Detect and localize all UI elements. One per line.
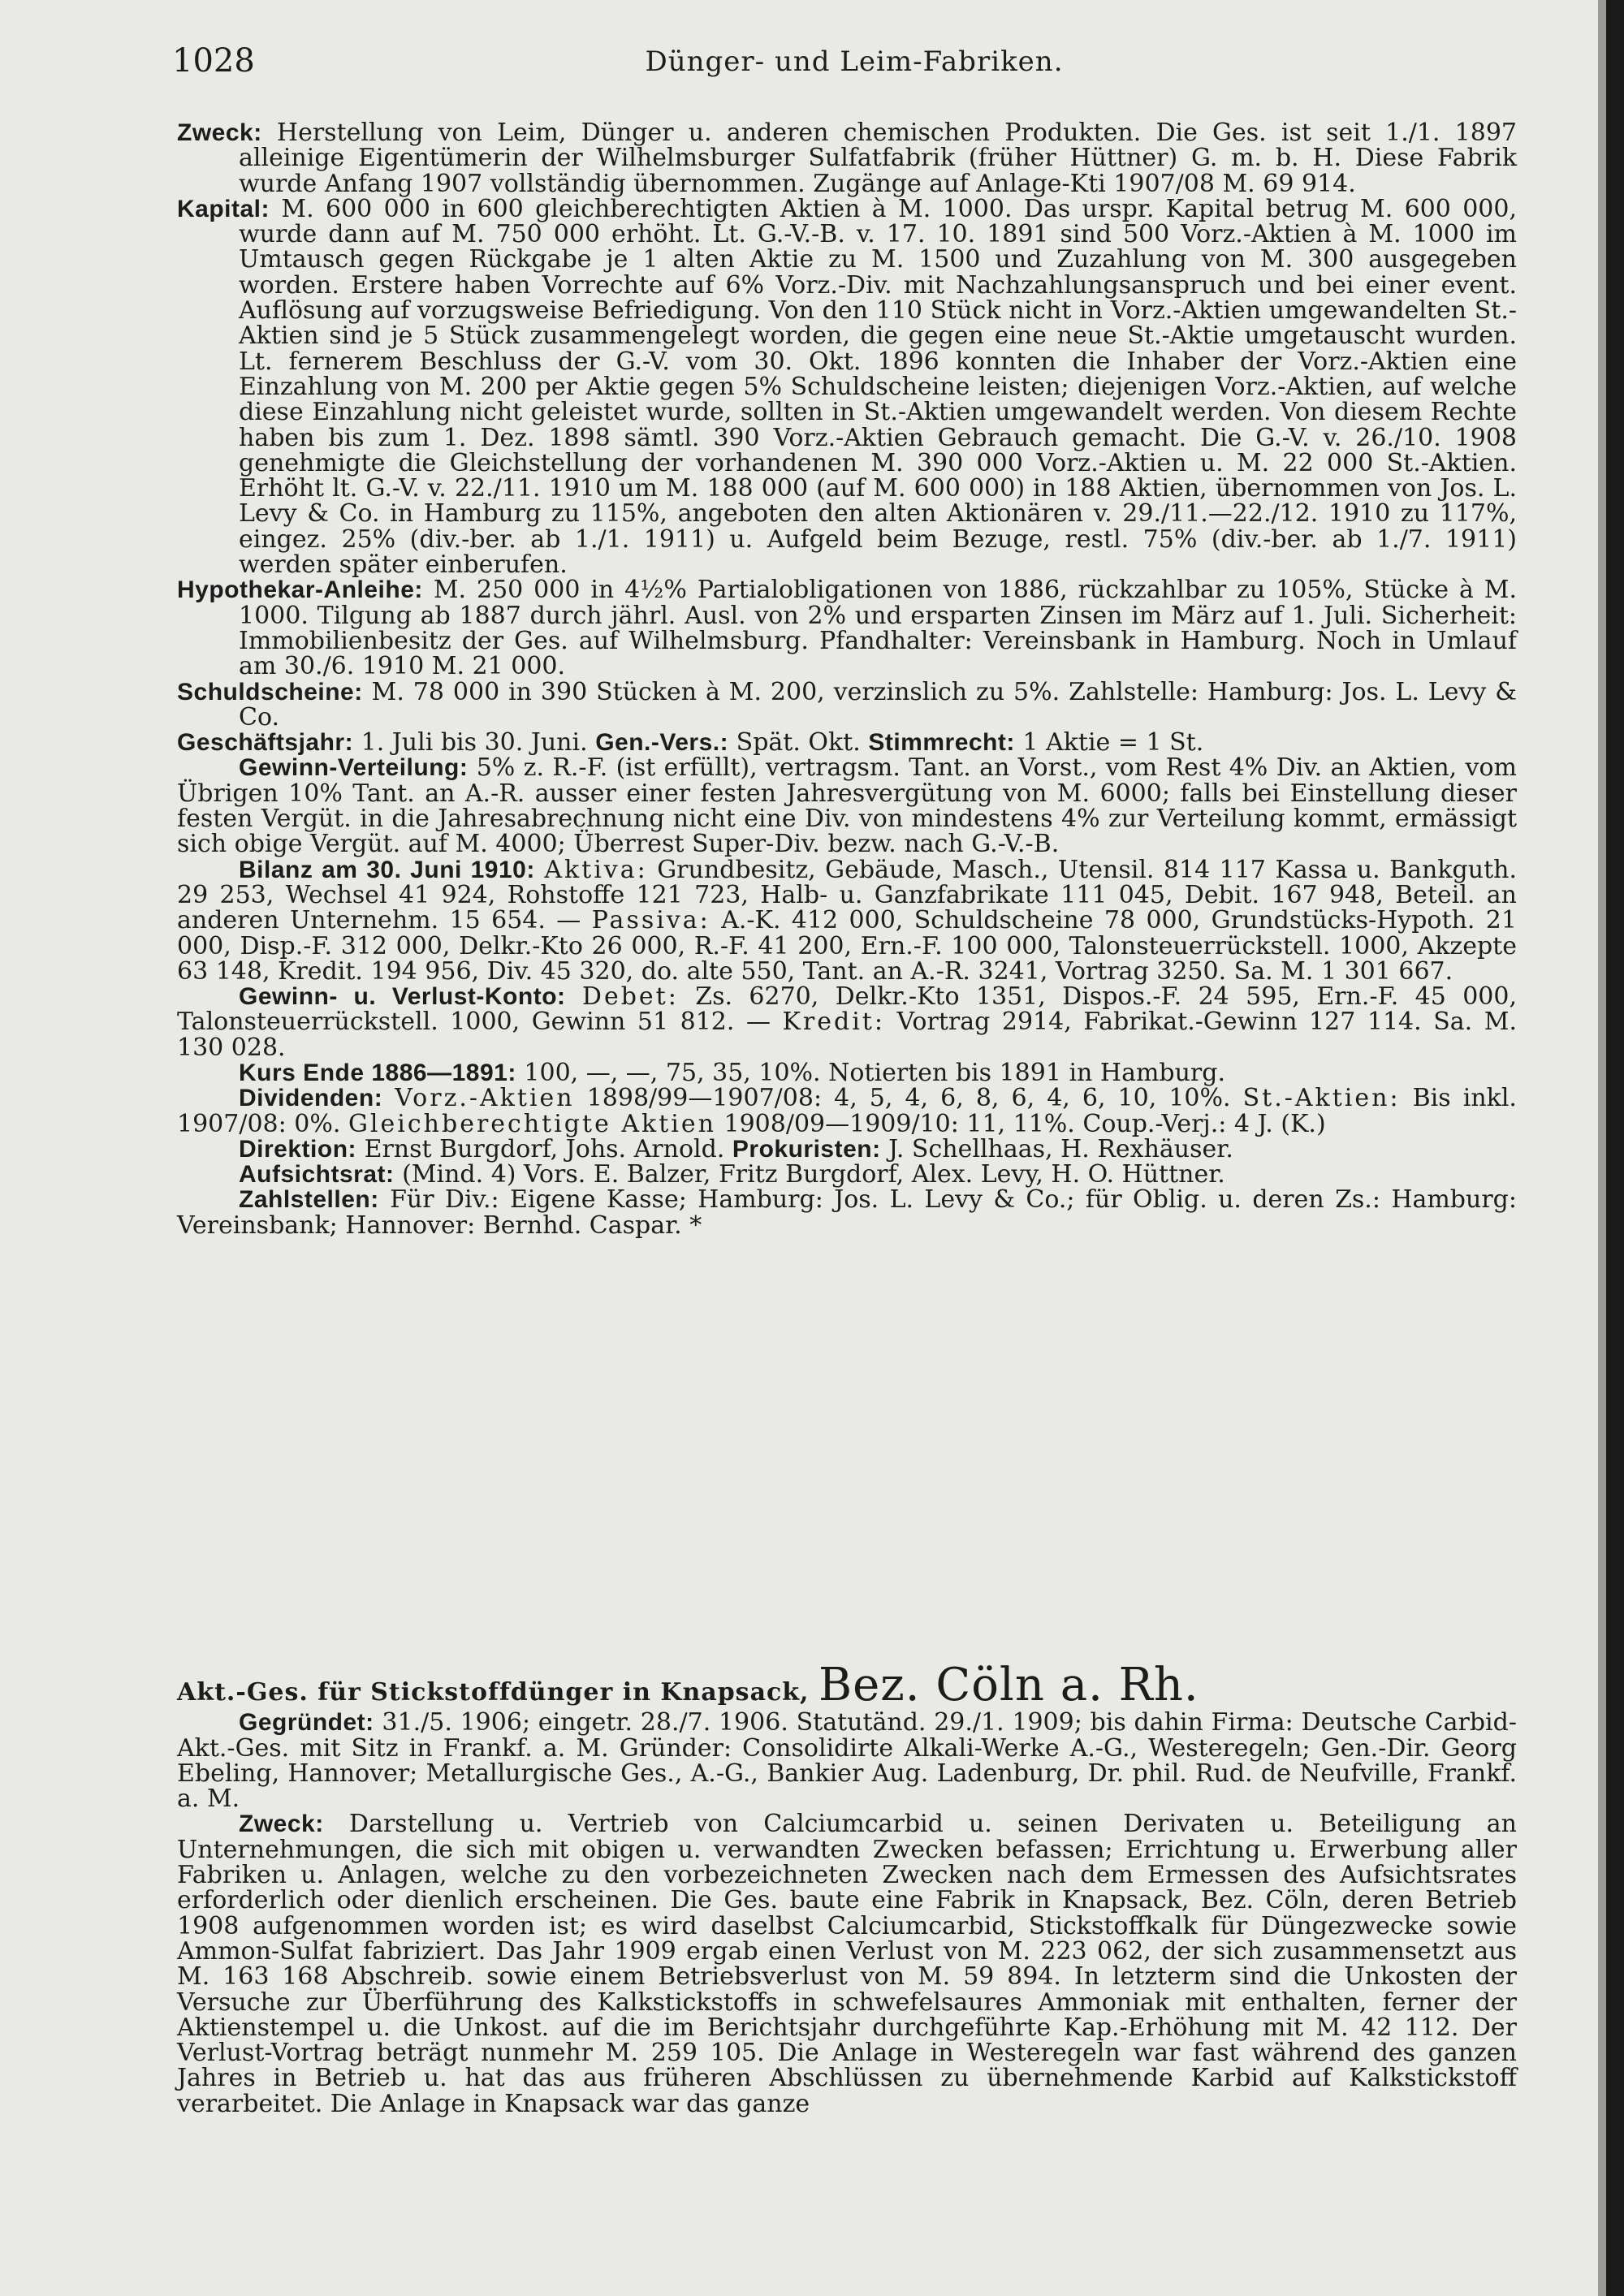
zahlstellen-paragraph: Zahlstellen: Für Div.: Eigene Kasse; Hamburg: Jos. L. Levy & Co.; für Oblig. u. deren Zs.: Hamburg: Vereinsbank; Hannover: Bernhd. Caspar. *	[177, 1185, 1517, 1240]
zweck-paragraph: Zweck: Herstellung von Leim, Dünger u. anderen chemischen Produkten. Die Ges. ist seit 1./1. 1897 alleinige Eigentümerin der Wilhelmsburger Sulfatfabrik (früher Hüttner) G. m. b. H. Diese Fabrik wurde Anfang 1907 vollständig übernommen. Zugänge auf Anlage-Kti 1907/08 M. 69 914.	[177, 119, 1517, 198]
hypothekar-paragraph: Hypothekar-Anleihe: M. 250 000 in 4½% Partialobligationen von 1886, rückzahlbar zu 105%, Stücke à M. 1000. Tilgung ab 1887 durch jährl. Ausl. von 2% und ersparten Zinsen im März auf 1. Juli. Sicherheit: Immobilienbesitz der Ges. auf Wilhelmsburg. Pfandhalter: Vereinsbank in Hamburg. Noch in Umlauf am 30./6. 1910 M. 21 000.	[177, 576, 1517, 681]
dividenden-paragraph: Dividenden: Vorz.-Aktien 1898/99—1907/08: 4, 5, 4, 6, 8, 6, 4, 6, 10, 10%. St.-Aktien: Bis inkl. 1907/08: 0%. Gleichberechtigte Aktien 1908/09—1909/10: 11, 11%. Coup.-Verj.: 4 J. (K.)	[177, 1084, 1517, 1138]
page-header	[172, 42, 1536, 91]
company-2-entry	[177, 1659, 1517, 2118]
company-1-entry	[177, 120, 1517, 1238]
aufsichtsrat-paragraph: Aufsichtsrat: (Mind. 4) Vors. E. Balzer, Fritz Burgdorf, Alex. Levy, H. O. Hüttner.	[239, 1160, 1225, 1189]
direktion-paragraph: Direktion: Ernst Burgdorf, Johs. Arnold. Prokuristen: J. Schellhaas, H. Rexhäuser.	[239, 1134, 1233, 1163]
gewinn-verlust-paragraph: Gewinn- u. Verlust-Konto: Debet: Zs. 6270, Delkr.-Kto 1351, Dispos.-F. 24 595, Ern.-F. 45 000, Talonsteuerrückstell. 1000, Gewinn 51 812. — Kredit: Vortrag 2914, Fabrikat.-Gewinn 127 114. Sa. M. 130 028.	[177, 982, 1517, 1062]
schuldscheine-paragraph: Schuldscheine: M. 78 000 in 390 Stücken à M. 200, verzinslich zu 5%. Zahlstelle: Hamburg: Jos. L. Levy & Co.	[177, 677, 1517, 732]
geschaeftsjahr-paragraph: Geschäftsjahr: 1. Juli bis 30. Juni. Gen.-Vers.: Spät. Okt. Stimmrecht: 1 Aktie = 1 St.	[177, 728, 1204, 757]
gewinnverteilung-paragraph: Gewinn-Verteilung: 5% z. R.-F. (ist erfüllt), vertragsm. Tant. an Vorst., vom Rest 4% Div. an Aktien, vom Übrigen 10% Tant. an A.-R. ausser einer festen Jahresvergütung von M. 6000; falls bei Einstellung dieser festen Vergüt. in die Jahresabrechnung nicht eine Div. von mindestens 4% zur Verteilung kommt, ermässigt sich obige Vergüt. auf M. 4000; Überrest Super-Div. bezw. nach G.-V.-B.	[177, 753, 1517, 859]
page-number: 1028	[172, 42, 255, 80]
kurs-paragraph: Kurs Ende 1886—1891: 100, —, —, 75, 35, 10%. Notierten bis 1891 in Hamburg.	[239, 1058, 1226, 1087]
kapital-paragraph: Kapital: M. 600 000 in 600 gleichberechtigten Aktien à M. 1000. Das urspr. Kapital betrug M. 600 000, wurde dann auf M. 750 000 erhöht. Lt. G.-V.-B. v. 17. 10. 1891 sind 500 Vorz.-Aktien à M. 1000 im Umtausch gegen Rückgabe je 1 alten Aktie zu M. 1500 und Zuzahlung von M. 300 ausgegeben worden. Erstere haben Vorrechte auf 6% Vorz.-Div. mit Nachzahlungsanspruch und bei einer event. Auflösung auf vorzugsweise Befriedigung. Von den 110 Stück nicht in Vorz.-Aktien umgewandelten St.-Aktien sind je 5 Stück zusammengelegt worden, die gegen eine neue St.-Aktie umgetauscht wurden. Lt. fernerem Beschluss der G.-V. vom 30. Okt. 1896 konnten die Inhaber der Vorz.-Aktien eine Einzahlung von M. 200 per Aktie gegen 5% Schuldscheine leisten; diejenigen Vorz.-Aktien, auf welche diese Einzahlung nicht geleistet wurde, sollten in St.-Aktien umgewandelt werden. Von diesem Rechte haben bis zum 1. Dez. 1898 sämtl. 390 Vorz.-Aktien Gebrauch gemacht. Die G.-V. v. 26./10. 1908 genehmigte die Gleichstellung der vorhandenen M. 390 000 Vorz.-Aktien u. M. 22 000 St.-Aktien. Erhöht lt. G.-V. v. 22./11. 1910 um M. 188 000 (auf M. 600 000) in 188 Aktien, übernommen von Jos. L. Levy & Co. in Hamburg zu 115%, angeboten den alten Aktionären v. 29./11.—22./12. 1910 zu 117%, eingez. 25% (div.-ber. ab 1./1. 1911) u. Aufgeld beim Bezuge, restl. 75% (div.-ber. ab 1./7. 1911) werden später einberufen.	[177, 194, 1517, 580]
gegruendet-paragraph: Gegründet: 31./5. 1906; eingetr. 28./7. 1906. Statutänd. 29./1. 1909; bis dahin Firma: Deutsche Carbid-Akt.-Ges. mit Sitz in Frankf. a. M. Gründer: Consolidirte Alkali-Werke A.-G., Westeregeln; Gen.-Dir. Georg Ebeling, Hannover; Metallurgische Ges., A.-G., Bankier Aug. Ladenburg, Dr. phil. Rud. de Neufville, Frankf. a. M.	[177, 1708, 1517, 1814]
running-title: Dünger- und Leim-Fabriken.	[645, 45, 1064, 78]
company-2-zweck-paragraph: Zweck: Darstellung u. Vertrieb von Calciumcarbid u. seinen Derivaten u. Beteiligung an Unternehmungen, die sich mit obigen u. verwandten Zwecken befassen; Errichtung u. Erwerbung aller Fabriken u. Anlagen, welche zu den vorbezeichneten Zwecken nach dem Ermessen des Aufsichtsrates erforderlich oder dienlich erscheinen. Die Ges. baute eine Fabrik in Knapsack, Bez. Cöln, deren Betrieb 1908 aufgenommen worden ist; es wird daselbst Calciumcarbid, Stickstoffkalk für Düngezwecke sowie Ammon-Sulfat fabriziert. Das Jahr 1909 ergab einen Verlust von M. 223 062, der sich zusammensetzt aus M. 163 168 Abschreib. sowie einem Betriebsverlust von M. 59 894. In letzterm sind die Unkosten der Versuche zur Überführung des Kalkstickstoffs in schwefelsaures Ammoniak mit enthalten, ferner der Aktienstempel u. die Unkost. auf die im Berichtsjahr durchgeführte Kap.-Erhöhung mit M. 42 112. Der Verlust-Vortrag beträgt nunmehr M. 259 105. Die Anlage in Westeregeln war fast während des ganzen Jahres in Betrieb u. hat das aus früheren Abschlüssen zu übernehmende Karbid auf Kalkstickstoff verarbeitet. Die Anlage in Knapsack war das ganze	[177, 1810, 1517, 2118]
bilanz-paragraph: Bilanz am 30. Juni 1910: Aktiva: Grundbesitz, Gebäude, Masch., Utensil. 814 117 Kassa u. Bankguth. 29 253, Wechsel 41 924, Rohstoffe 121 723, Halb- u. Ganzfabrikate 111 045, Debit. 167 948, Beteil. an anderen Unternehm. 15 654. — Passiva: A.-K. 412 000, Schuldscheine 78 000, Grundstücks-Hypoth. 21 000, Disp.-F. 312 000, Delkr.-Kto 26 000, R.-F. 41 200, Ern.-F. 100 000, Talonsteuerrückstell. 1000, Akzepte 63 148, Kredit. 194 956, Div. 45 320, do. alte 550, Tant. an A.-R. 3241, Vortrag 3250. Sa. M. 1 301 667.	[177, 855, 1517, 986]
page-edge-shadow	[1598, 0, 1606, 2296]
page-edge	[1606, 0, 1624, 2296]
company-2-title: Akt.-Ges. für Stickstoffdünger in Knapsack, Bez. Cöln a. Rh.	[177, 1659, 1199, 1711]
